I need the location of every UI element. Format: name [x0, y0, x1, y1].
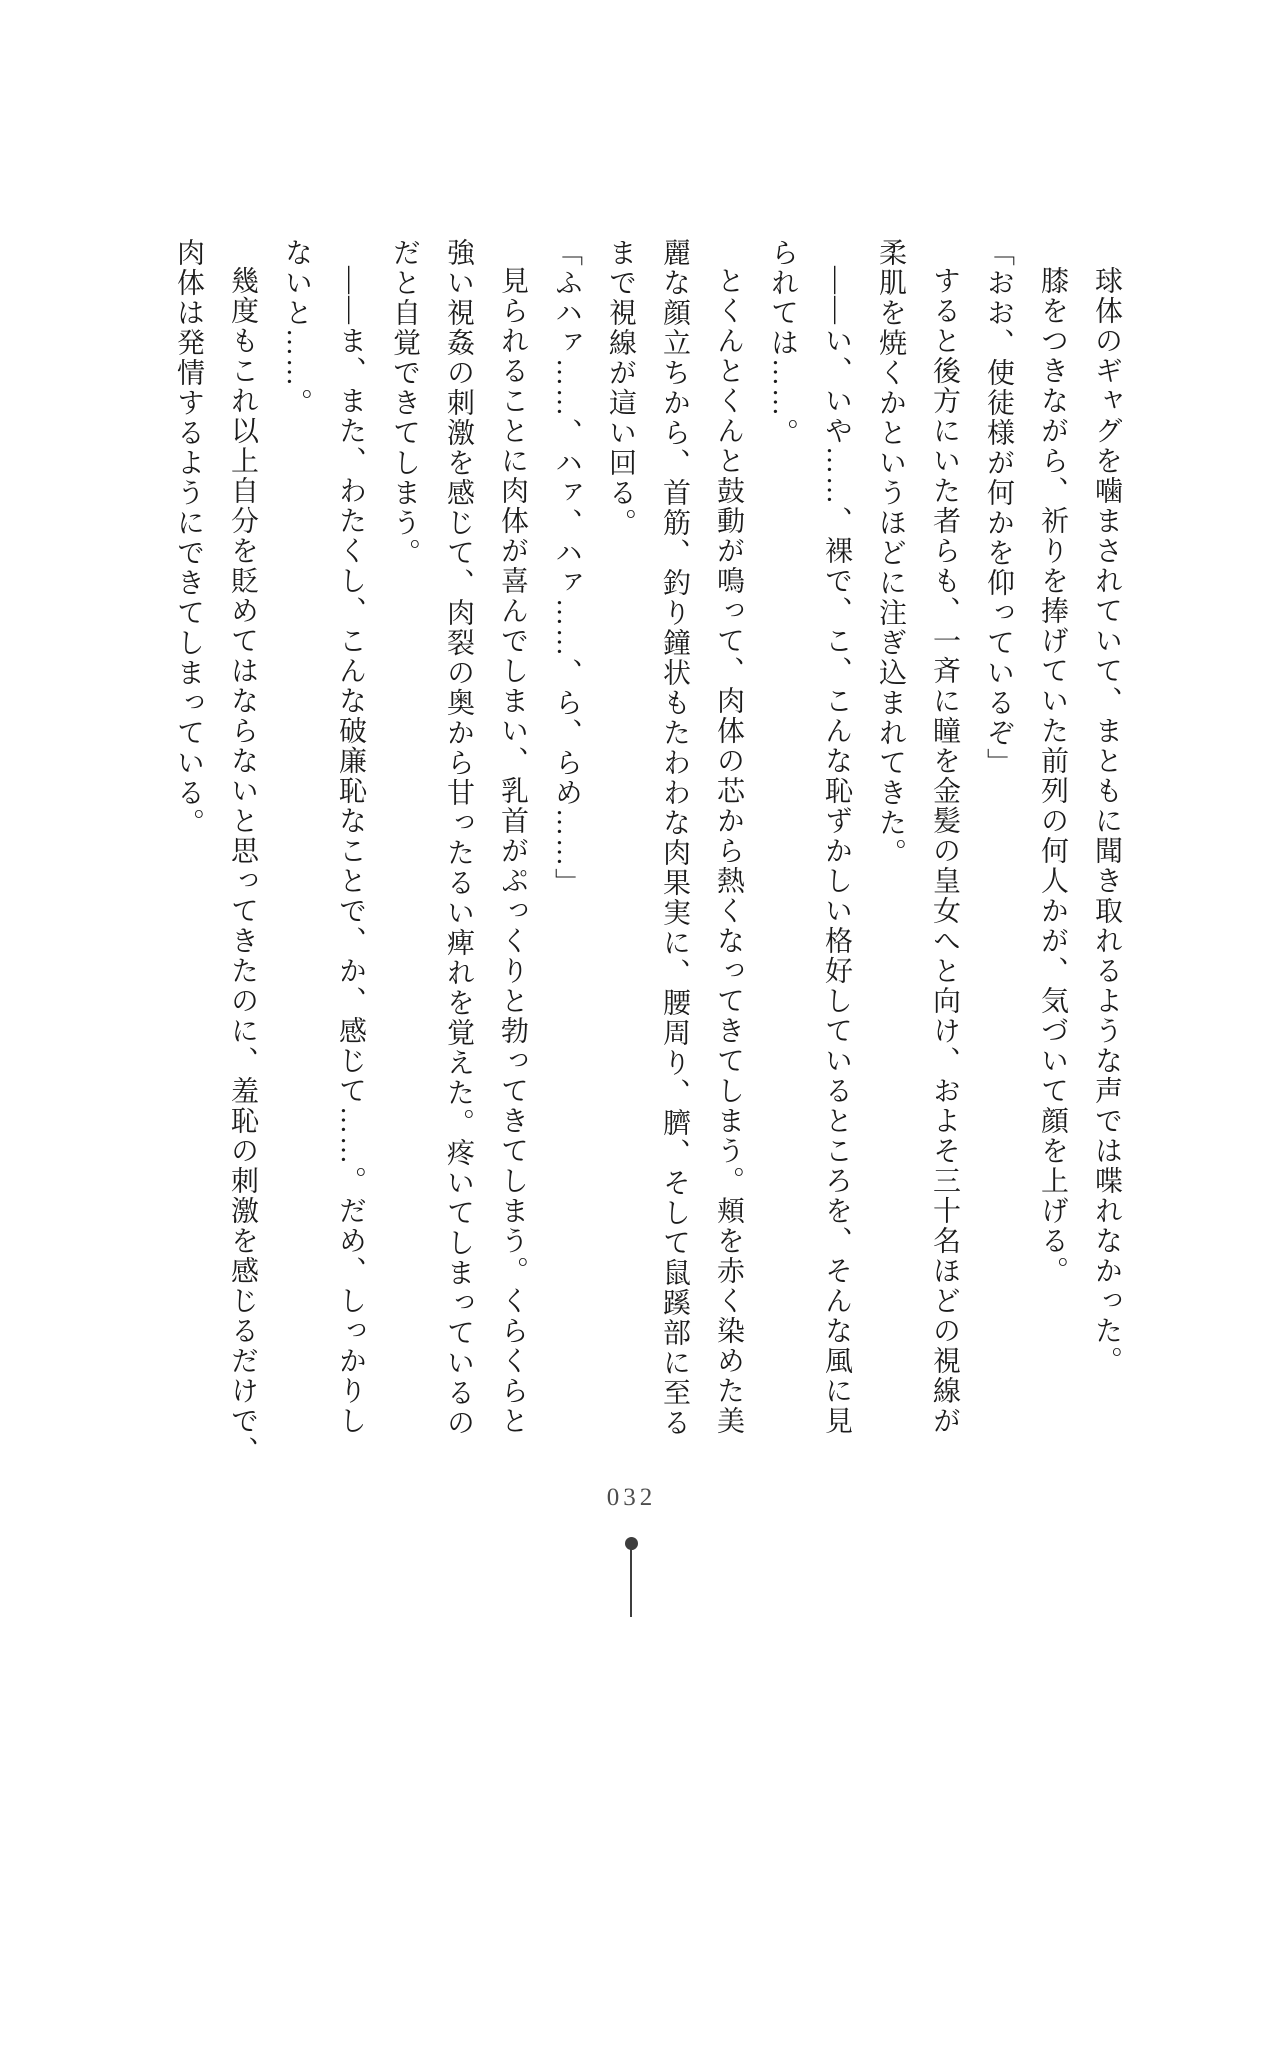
text-column: 強い視姦の刺激を感じて、肉裂の奥から甘ったるい痺れを覚えた。疼いてしまっているの: [443, 238, 474, 1438]
footer-rule: [630, 1549, 632, 1617]
text-column: 「ふハァ……、ハァ、ハァ……、ら、らめ……」: [551, 238, 582, 898]
text-column: 柔肌を焼くかというほどに注ぎ込まれてきた。: [875, 238, 906, 868]
text-column: 麗な顔立ちから、首筋、釣り鐘状もたわわな肉果実に、腰周り、臍、そして鼠蹊部に至る: [659, 238, 690, 1438]
text-column: 見られることに肉体が喜んでしまい、乳首がぷっくりと勃ってきてしまう。くらくらと: [497, 266, 528, 1436]
text-column: とくんとくんと鼓動が鳴って、肉体の芯から熱くなってきてしまう。頬を赤く染めた美: [713, 266, 744, 1436]
text-column: ――ま、また、わたくし、こんな破廉恥なことで、か、感じて……。だめ、しっかりし: [335, 266, 366, 1436]
text-column: まで視線が這い回る。: [605, 238, 636, 538]
text-column: ――い、いや……、裸で、こ、こんな恥ずかしい格好しているところを、そんな風に見: [821, 266, 852, 1436]
page-number: 032: [606, 1484, 657, 1511]
text-block: [155, 238, 1133, 1466]
text-column: 幾度もこれ以上自分を貶めてはならないと思ってきたのに、羞恥の刺激を感じるだけで、: [227, 266, 258, 1466]
text-column: られては……。: [767, 238, 798, 448]
text-column: 膝をつきながら、祈りを捧げていた前列の何人かが、気づいて顔を上げる。: [1037, 266, 1068, 1286]
text-column: 球体のギャグを噛まされていて、まともに聞き取れるような声では喋れなかった。: [1091, 266, 1122, 1376]
text-column: 「おお、使徒様が何かを仰っているぞ」: [983, 238, 1014, 778]
page-footer: [0, 1484, 1263, 1512]
text-column: だと自覚できてしまう。: [389, 238, 420, 568]
text-column: すると後方にいた者らも、一斉に瞳を金髪の皇女へと向け、およそ三十名ほどの視線が: [929, 266, 960, 1436]
text-column: ないと……。: [281, 238, 312, 418]
text-column: 肉体は発情するようにできてしまっている。: [173, 238, 204, 838]
